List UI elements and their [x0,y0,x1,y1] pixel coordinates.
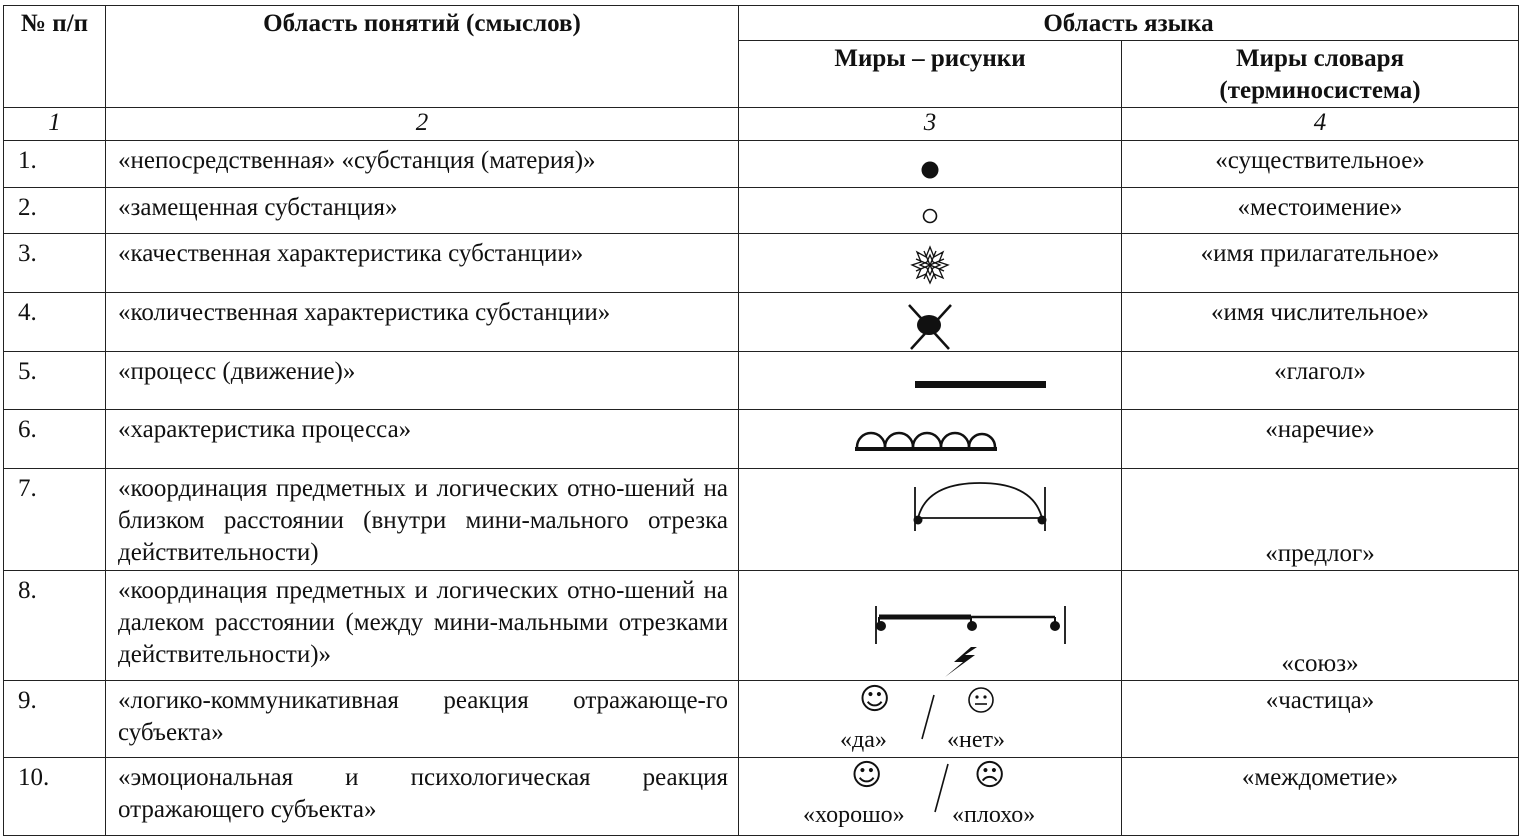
colnum-3: 3 [739,108,1122,141]
row-number: 5. [4,352,106,410]
row-concept: «координация предметных и логических отно-шений на далеком расстоянии (между мини-мальными отрезками действительности)» [106,571,739,681]
header-pictures: Миры – рисунки [739,41,1122,108]
row-concept: «эмоциональная и психологическая реакция отражающего субъекта» [106,758,739,836]
row-concept: «качественная характеристика субстанции» [106,234,739,293]
row-term: «междометие» [1122,758,1519,836]
colnum-2: 2 [106,108,739,141]
smiley-happy-icon: ☺ [851,758,883,793]
row-number: 10. [4,758,106,836]
row-number: 8. [4,571,106,681]
smiley-frown-icon: ☹ [974,758,1006,793]
header-concepts: Область понятий (смыслов) [106,6,739,108]
colnum-1: 1 [4,108,106,141]
row-picture [739,234,1122,293]
row-term: «глагол» [1122,352,1519,410]
row-term: «предлог» [1122,469,1519,571]
header-number: № п/п [4,6,106,108]
picture-label-right: «плохо» [952,802,1036,828]
row-concept: «замещенная субстанция» [106,188,739,234]
table-row [4,352,1519,410]
row-number: 2. [4,188,106,234]
row-picture [739,410,1122,469]
picture-label-right: «нет» [947,727,1005,753]
filled-dot-icon [739,141,1122,188]
row-number: 1. [4,141,106,188]
row-concept: «процесс (движение)» [106,352,739,410]
table-row [4,293,1519,352]
segment-link-icon [739,571,1122,681]
slash-divider-icon [739,758,1122,836]
row-number: 9. [4,681,106,758]
row-picture [739,141,1122,188]
row-number: 6. [4,410,106,469]
row-concept: «непосредственная» «субстанция (материя)» [106,141,739,188]
crossed-dot-icon [739,293,1122,352]
header-dictionary: Миры словаря (терминосистема) [1122,41,1519,108]
table-row [4,234,1519,293]
table-row [4,681,1519,758]
grammar-table [3,5,1519,836]
scallop-bar-icon [739,410,1122,469]
thick-bar-icon [739,352,1122,410]
row-concept: «характеристика процесса» [106,410,739,469]
slash-divider-icon [739,681,1122,758]
row-number: 4. [4,293,106,352]
row-term: «частица» [1122,681,1519,758]
row-picture [739,758,1122,836]
row-number: 7. [4,469,106,571]
table-row [4,758,1519,836]
row-concept: «логико-коммуникативная реакция отражающе-го субъекта» [106,681,739,758]
row-picture [739,469,1122,571]
colnum-4: 4 [1122,108,1519,141]
row-concept: «количественная характеристика субстанции» [106,293,739,352]
row-picture [739,571,1122,681]
picture-label-left: «хорошо» [803,802,905,828]
smiley-happy-icon: ☺ [859,682,891,717]
row-picture [739,293,1122,352]
row-picture [739,681,1122,758]
neutral-face-icon [966,685,996,715]
header-language: Область языка [739,6,1519,41]
table-row [4,469,1519,571]
row-picture [739,352,1122,410]
row-term: «существительное» [1122,141,1519,188]
row-term: «местоимение» [1122,188,1519,234]
table-row [4,571,1519,681]
row-term: «имя прилагательное» [1122,234,1519,293]
star-burst-icon [739,234,1122,293]
table-row [4,410,1519,469]
row-term: «наречие» [1122,410,1519,469]
row-concept: «координация предметных и логических отно-шений на близком расстоянии (внутри мини-мального отрезка действительности) [106,469,739,571]
picture-label-left: «да» [840,727,887,753]
row-picture [739,188,1122,234]
hollow-circle-icon [739,188,1122,234]
row-term: «имя числительное» [1122,293,1519,352]
arc-link-icon [739,469,1122,571]
table-row [4,141,1519,188]
row-number: 3. [4,234,106,293]
table-row [4,188,1519,234]
row-term: «союз» [1122,571,1519,681]
